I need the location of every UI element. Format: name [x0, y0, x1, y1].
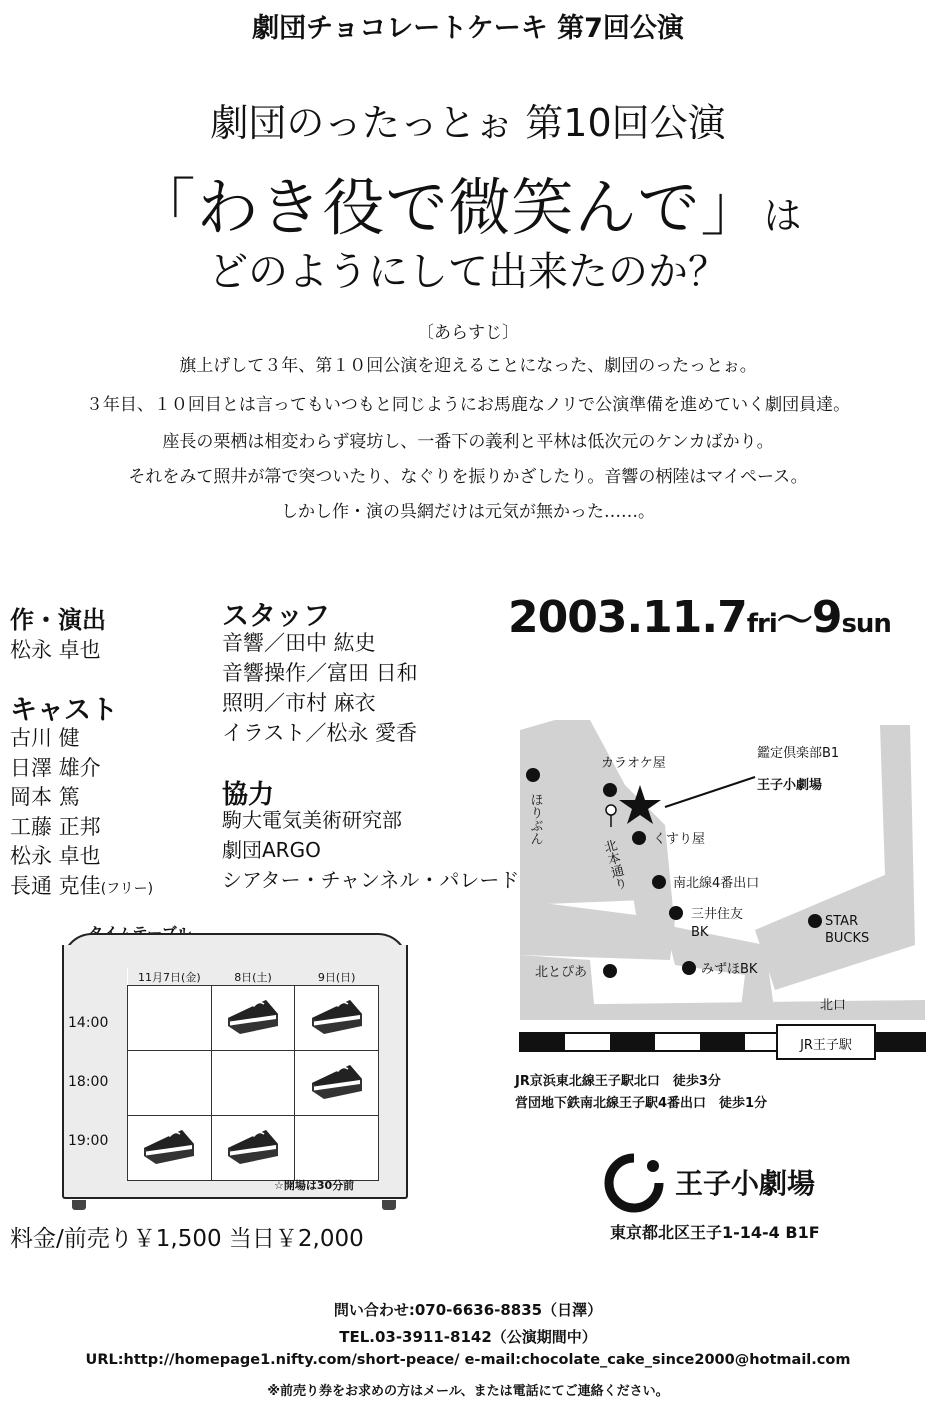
timetable-time: 19:00	[68, 1133, 109, 1149]
map-dot	[808, 914, 822, 928]
show-title	[0, 158, 936, 247]
timetable-grid	[127, 968, 379, 1181]
cast-list	[10, 724, 153, 904]
show-subtitle: 劇団のったっとぉ 第10回公演	[210, 101, 726, 145]
cast-member: 工藤 正邦	[10, 814, 101, 839]
contact-note: ※前売り券をお求めの方はメール、または電話にてご連絡ください。	[267, 1384, 669, 1399]
timetable-cell	[128, 1116, 212, 1181]
synopsis-line: 旗上げして３年、第１０回公演を迎えることになった、劇団のったっとぉ。	[179, 356, 757, 376]
cake-icon	[142, 1126, 196, 1166]
cake-icon	[226, 1126, 280, 1166]
access-line: JR京浜東北線王子駅北口 徒歩3分	[515, 1074, 721, 1089]
map-label: 三井住友	[691, 907, 744, 922]
synopsis-line: ３年目、１０回目とは言ってもいつもと同じようにお馬鹿なノリで公演準備を進めていく劇団員達。	[85, 395, 851, 415]
map-dot	[669, 906, 683, 920]
station-label: JR王子駅	[800, 1038, 852, 1053]
synopsis-label: 〔あらすじ〕	[417, 323, 519, 343]
timetable-cell	[211, 1051, 295, 1116]
map-label: 北口	[820, 998, 847, 1013]
timetable-leg	[382, 1200, 396, 1210]
timetable-day: 11月7日(金)	[128, 968, 212, 986]
show-title-main: 「わき役で微笑んで」	[133, 171, 764, 244]
cake-icon	[310, 1061, 364, 1101]
map-road	[755, 725, 915, 990]
cast-heading: キャスト	[10, 695, 118, 726]
map-label: BUCKS	[825, 931, 870, 946]
show-title-line2: どのようにして出来たのか？	[208, 249, 728, 295]
timetable-cell	[211, 986, 295, 1051]
price-info: 料金/前売り￥1,500 当日￥2,000	[10, 1226, 364, 1252]
support-heading: 協力	[222, 780, 275, 810]
cast-member: 古川 健	[10, 726, 80, 750]
show-title-suffix: は	[763, 194, 803, 238]
map-dot	[682, 961, 696, 975]
map-label: みずほBK	[701, 962, 758, 977]
rail-segment	[610, 1033, 655, 1051]
support-item: シアター・チャンネル・パレード	[222, 868, 520, 892]
timetable-note: ☆開場は30分前	[274, 1179, 355, 1192]
date-start: 2003.11.7	[508, 592, 747, 643]
support-item: 駒大電気美術研究部	[222, 808, 402, 832]
staff-heading: スタッフ	[222, 601, 330, 632]
cast-member: 日澤 雄介	[10, 755, 101, 780]
timetable-day: 9日(日)	[295, 968, 379, 986]
performance-dates	[508, 592, 891, 643]
cast-member: 長通 克佳	[10, 873, 101, 898]
contact-inquiry: 問い合わせ:070-6636-8835（日澤）	[333, 1301, 603, 1319]
cast-member: 岡本 篤	[10, 785, 80, 809]
access-map	[515, 715, 930, 1065]
date-tilde: 〜	[776, 600, 812, 641]
staff-member: 音響／田中 紘史	[222, 631, 376, 655]
staff-member: 音響操作／富田 日和	[222, 661, 418, 685]
date-end: 9	[811, 592, 842, 643]
map-label: カラオケ屋	[601, 756, 666, 771]
timetable-cell	[295, 986, 379, 1051]
rail-segment	[520, 1033, 565, 1051]
staff-list	[222, 628, 418, 748]
staff-member: 照明／市村 麻衣	[222, 691, 376, 715]
timetable-time: 18:00	[68, 1074, 109, 1090]
map-dot	[526, 768, 540, 782]
timetable-cell	[295, 1116, 379, 1181]
timetable-day: 8日(土)	[211, 968, 295, 986]
map-label: 北本通り	[599, 838, 628, 893]
cast-note: (フリー)	[100, 880, 154, 897]
map-label: ほりぶん	[527, 793, 543, 845]
venue-pointer	[665, 777, 755, 807]
contact-tel: TEL.03-3911-8142（公演期間中）	[339, 1328, 597, 1346]
contact-url-email: URL:http://homepage1.nifty.com/short-peace/ e-mail:chocolate_cake_since2000@hotmail.com	[85, 1352, 851, 1368]
date-start-day: fri	[746, 609, 777, 639]
map-dot	[632, 831, 646, 845]
map-label: STAR	[825, 914, 859, 929]
map-label: くすり屋	[653, 832, 706, 847]
access-line: 営団地下鉄南北線王子駅4番出口 徒歩1分	[515, 1096, 768, 1111]
venue-address: 東京都北区王子1-14-4 B1F	[610, 1223, 820, 1242]
map-label: BK	[691, 925, 709, 940]
map-label: 南北線4番出口	[673, 876, 760, 891]
timetable-cell	[128, 1051, 212, 1116]
support-item: 劇団ARGO	[222, 838, 321, 862]
writer-heading: 作・演出	[10, 606, 106, 634]
map-label: 北とぴあ	[535, 965, 588, 980]
venue-map-label: 王子小劇場	[757, 778, 823, 793]
map-dot	[603, 783, 617, 797]
venue-logo-icon	[603, 1152, 665, 1214]
company-header: 劇団チョコレートケーキ 第7回公演	[252, 13, 684, 44]
timetable-cell	[211, 1116, 295, 1181]
date-end-day: sun	[841, 609, 891, 639]
map-dot	[603, 964, 617, 978]
pin-icon	[606, 805, 616, 815]
staff-member: イラスト／松永 愛香	[222, 721, 418, 745]
synopsis-line: しかし作・演の呉網だけは元気が無かった……。	[281, 502, 655, 522]
timetable-leg	[72, 1200, 86, 1210]
map-dot	[652, 875, 666, 889]
venue-sub-label: 鑑定倶楽部B1	[757, 746, 840, 761]
cast-member: 松永 卓也	[10, 844, 101, 868]
support-list	[222, 805, 519, 895]
timetable-cell	[128, 986, 212, 1051]
timetable-time: 14:00	[68, 1015, 109, 1031]
synopsis-line: 座長の栗栖は相変わらず寝坊し、一番下の義利と平林は低次元のケンカばかり。	[162, 432, 774, 452]
rail-segment	[875, 1033, 925, 1051]
rail-segment	[700, 1033, 745, 1051]
writer-name: 松永 卓也	[10, 638, 101, 662]
timetable-cell	[295, 1051, 379, 1116]
venue-name: 王子小劇場	[675, 1167, 816, 1200]
synopsis-line: それをみて照井が箒で突ついたり、なぐりを振りかざしたり。音響の柄陸はマイペース。	[128, 467, 808, 487]
cake-icon	[310, 996, 364, 1036]
cake-icon	[226, 996, 280, 1036]
